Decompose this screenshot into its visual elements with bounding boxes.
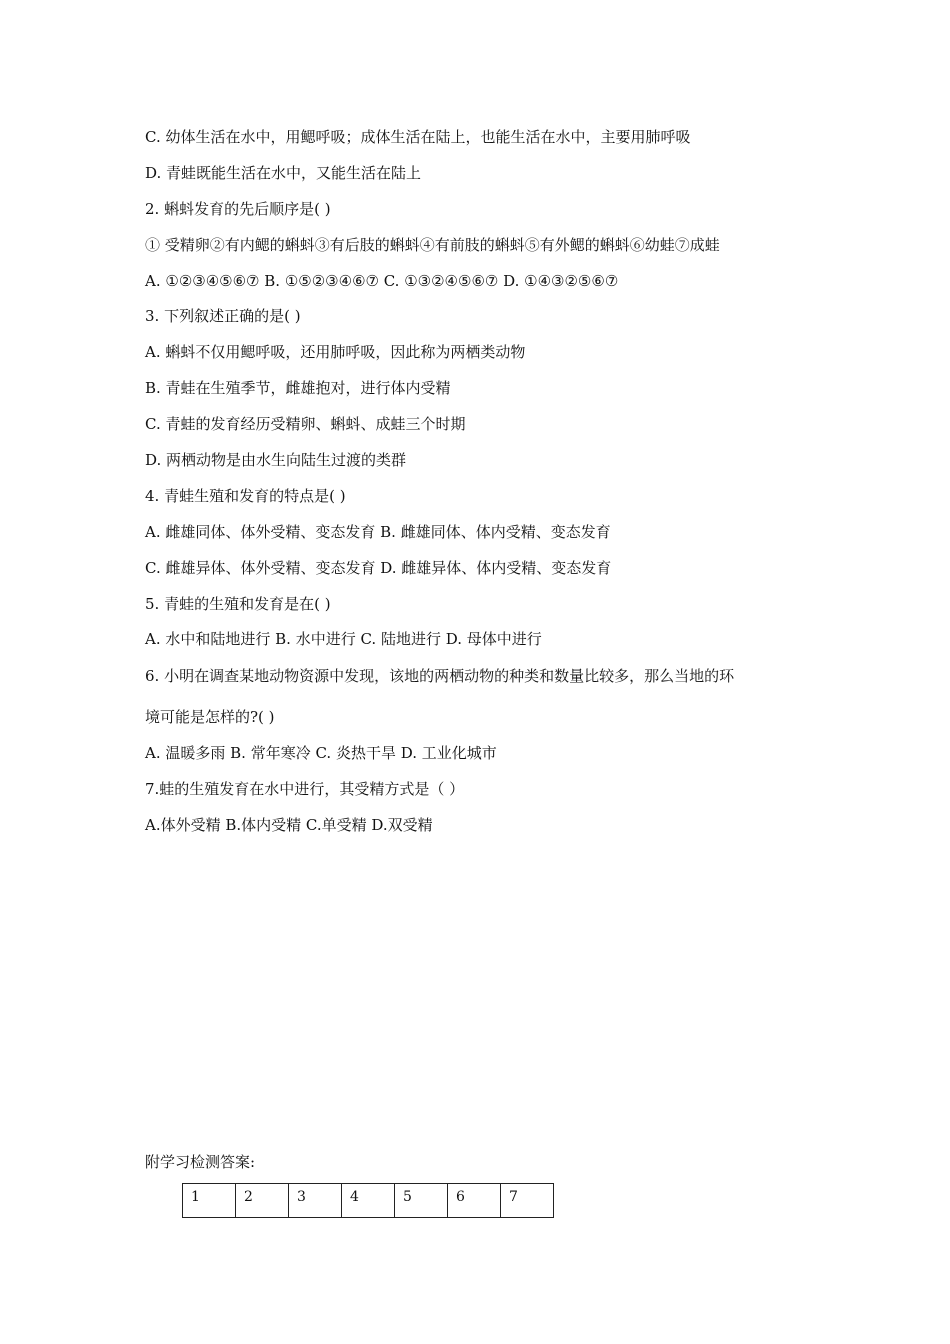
table-row (183, 1184, 554, 1218)
answer-key-table (182, 1183, 554, 1218)
question-3-option-c: C. 青蛙的发育经历受精卵、蝌蚪、成蛙三个时期 (145, 415, 466, 433)
answer-cell-5: 5 (395, 1184, 448, 1218)
question-5-stem: 5. 青蛙的生殖和发育是在( ) (145, 595, 331, 613)
question-3-option-d: D. 两栖动物是由水生向陆生过渡的类群 (145, 451, 407, 469)
question-1-option-d: D. 青蛙既能生活在水中，又能生活在陆上 (145, 164, 422, 182)
question-1-option-c: C. 幼体生活在水中，用鳃呼吸；成体生活在陆上，也能生活在水中，主要用肺呼吸 (145, 128, 691, 146)
answer-cell-6: 6 (448, 1184, 501, 1218)
question-6-stem-continued: 境可能是怎样的?( ) (145, 708, 275, 726)
question-3-option-a: A. 蝌蚪不仅用鳃呼吸，还用肺呼吸，因此称为两栖类动物 (145, 343, 526, 361)
question-3-stem: 3. 下列叙述正确的是( ) (145, 307, 301, 325)
question-4-stem: 4. 青蛙生殖和发育的特点是( ) (145, 487, 346, 505)
question-5-options: A. 水中和陆地进行 B. 水中进行 C. 陆地进行 D. 母体中进行 (145, 630, 542, 648)
answer-cell-7: 7 (501, 1184, 554, 1218)
question-3-option-b: B. 青蛙在生殖季节，雌雄抱对，进行体内受精 (145, 379, 451, 397)
question-4-options-ab: A. 雌雄同体、体外受精、变态发育 B. 雌雄同体、体内受精、变态发育 (145, 523, 611, 541)
question-6-stem: 6. 小明在调查某地动物资源中发现，该地的两栖动物的种类和数量比较多，那么当地的环 (145, 667, 735, 685)
question-2-stages: ① 受精卵②有内鳃的蝌蚪③有后肢的蝌蚪④有前肢的蝌蚪⑤有外鳃的蝌蚪⑥幼蛙⑦成蛙 (145, 236, 720, 254)
answer-cell-1: 1 (183, 1184, 236, 1218)
question-7-stem: 7.蛙的生殖发育在水中进行，其受精方式是（ ） (145, 780, 465, 798)
question-4-options-cd: C. 雌雄异体、体外受精、变态发育 D. 雌雄异体、体内受精、变态发育 (145, 559, 612, 577)
answer-cell-2: 2 (236, 1184, 289, 1218)
answer-cell-4: 4 (342, 1184, 395, 1218)
question-7-options: A.体外受精 B.体内受精 C.单受精 D.双受精 (145, 816, 433, 834)
answer-cell-3: 3 (289, 1184, 342, 1218)
question-2-options: A. ①②③④⑤⑥⑦ B. ①⑤②③④⑥⑦ C. ①③②④⑤⑥⑦ D. ①④③②⑤⑥⑦ (145, 272, 619, 290)
question-6-options: A. 温暖多雨 B. 常年寒冷 C. 炎热干旱 D. 工业化城市 (145, 744, 497, 762)
question-2-stem: 2. 蝌蚪发育的先后顺序是( ) (145, 200, 331, 218)
answer-key-title: 附学习检测答案: (145, 1153, 256, 1171)
